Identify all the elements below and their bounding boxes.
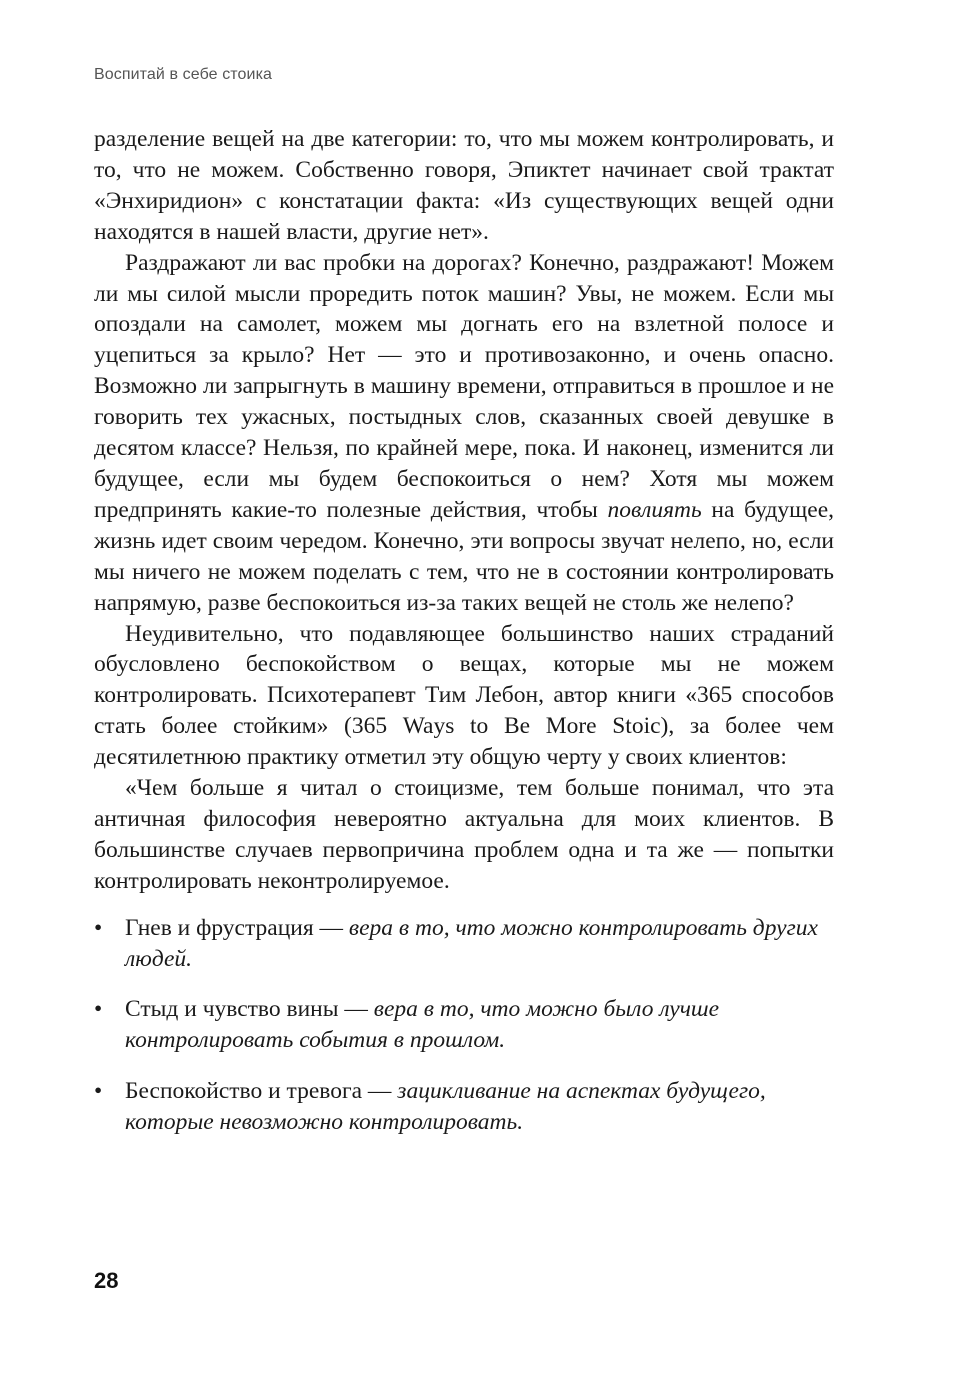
page-number: 28 [94,1268,119,1293]
paragraph-2-before: Раздражают ли вас пробки на дорогах? Конечно, раздражают! Можем ли мы силой мысли проредить поток машин? Увы, не можем. Если мы опоздали на самолет, можем мы догнать его на взлетной полосе и уцепиться за крыло? Нет — это и противозаконно, и очень опасно. Возможно ли запрыгнуть в машину времени, отправиться в прошлое и не говорить тех ужасных, постыдных слов, сказанных своей девушке в десятом классе? Нельзя, по крайней мере, пока. И наконец, изменится ли будущее, если мы будем беспокоиться о нем? Хотя мы можем предпринять какие-то полезные действия, чтобы [94,249,834,523]
running-head: Воспитай в себе стоика [94,66,273,83]
paragraph-1: разделение вещей на две категории: то, что мы можем контролировать, и то, что не можем. Собственно говоря, Эпиктет начинает свой трактат «Энхиридион» с констатации факта: «Из существующих вещей одни находятся в нашей власти, другие нет». [94,126,834,245]
body-text [94,124,834,1158]
list-item-term: Гнев и фрустрация — [125,914,349,941]
paragraph-4-quote: «Чем больше я читал о стоицизме, тем больше понимал, что эта античная философия невероятно актуальна для моих клиентов. В большинстве случаев первопричина проблем одна и та же — попытки контролировать неконтролируемое. [94,775,834,894]
bullet-icon: • [94,996,103,1023]
list-item [94,913,834,975]
paragraph-3: Неудивительно, что подавляющее большинство наших страданий обусловлено беспокойством о вещах, которые мы не можем контролировать. Психотерапевт Тим Лебон, автор книги «365 способов стать более стойким» (365 Ways to Be More Stoic), за более чем десятилетнюю практику отметил эту общую черту у своих клиентов: [94,620,834,771]
bullet-icon: • [94,1078,103,1105]
paragraph-2-emphasis: повлиять [607,496,702,523]
list-item-definition: зацикливание на аспектах будущего, которые невозможно контролировать. [125,1078,766,1136]
list-item-definition: вера в то, что можно было лучше контролировать события в прошлом. [125,996,720,1054]
paragraph-2-after: на будущее, жизнь идет своим чередом. Конечно, эти вопросы звучат нелепо, но, если мы ничего не можем поделать с тем, что не в состоянии контролировать напрямую, разве беспокоиться из-за таких вещей не столь же нелепо? [94,496,834,616]
list-item-term: Беспокойство и тревога — [125,1078,398,1105]
paragraph-2 [94,248,834,619]
list-item-definition: вера в то, что можно контролировать других людей. [125,914,818,972]
bullet-icon: • [94,914,103,941]
bullet-list [94,913,834,1138]
list-item [94,1076,834,1138]
list-item [94,994,834,1056]
list-item-term: Стыд и чувство вины — [125,996,374,1023]
